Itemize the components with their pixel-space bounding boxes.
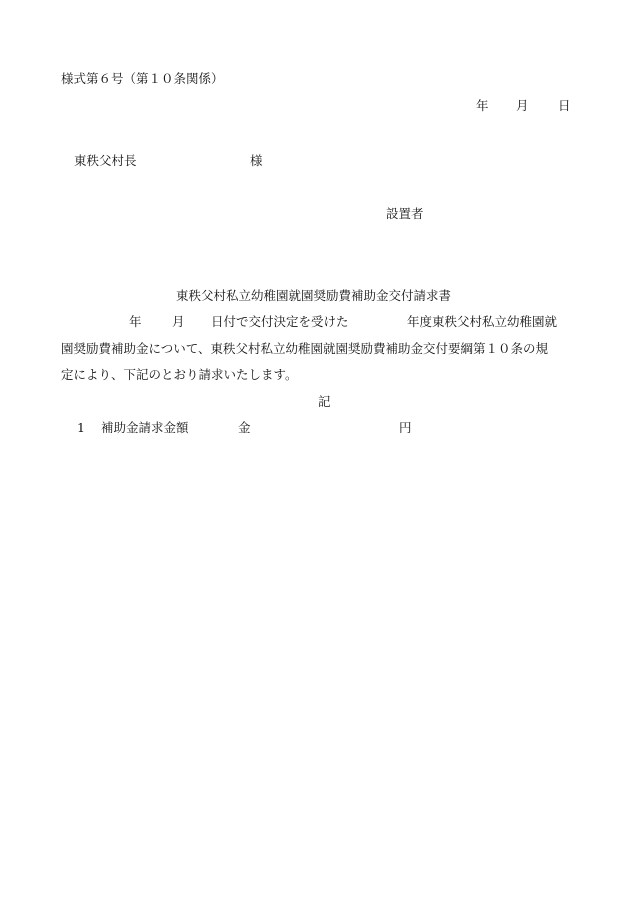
ki-label: 記 — [318, 394, 331, 409]
body-year-label: 年 — [129, 314, 142, 329]
item-1-number: 1 — [77, 420, 85, 435]
body-line-2: 園奨励費補助金について、東秩父村私立幼稚園就園奨励費補助金交付要綱第１０条の規 — [61, 341, 549, 356]
item-1-prefix: 金 — [238, 420, 251, 435]
body-text-b: 年度東秩父村私立幼稚園就 — [407, 314, 558, 329]
date-year-label: 年 — [476, 98, 489, 113]
date-day-label: 日 — [558, 98, 571, 113]
form-number: 様式第６号（第１０条関係） — [61, 71, 224, 86]
addressee-name: 東秩父村長 — [74, 153, 137, 168]
applicant-label: 設置者 — [386, 206, 424, 221]
item-1-unit: 円 — [399, 420, 412, 435]
body-text-a: 日付で交付決定を受けた — [211, 314, 349, 329]
item-1-label: 補助金請求金額 — [101, 420, 189, 435]
date-month-label: 月 — [516, 98, 529, 113]
body-month-label: 月 — [172, 314, 185, 329]
document-title: 東秩父村私立幼稚園就園奨励費補助金交付請求書 — [176, 288, 452, 303]
body-line-3: 定により、下記のとおり請求いたします。 — [61, 367, 298, 382]
addressee-honorific: 様 — [250, 153, 263, 168]
